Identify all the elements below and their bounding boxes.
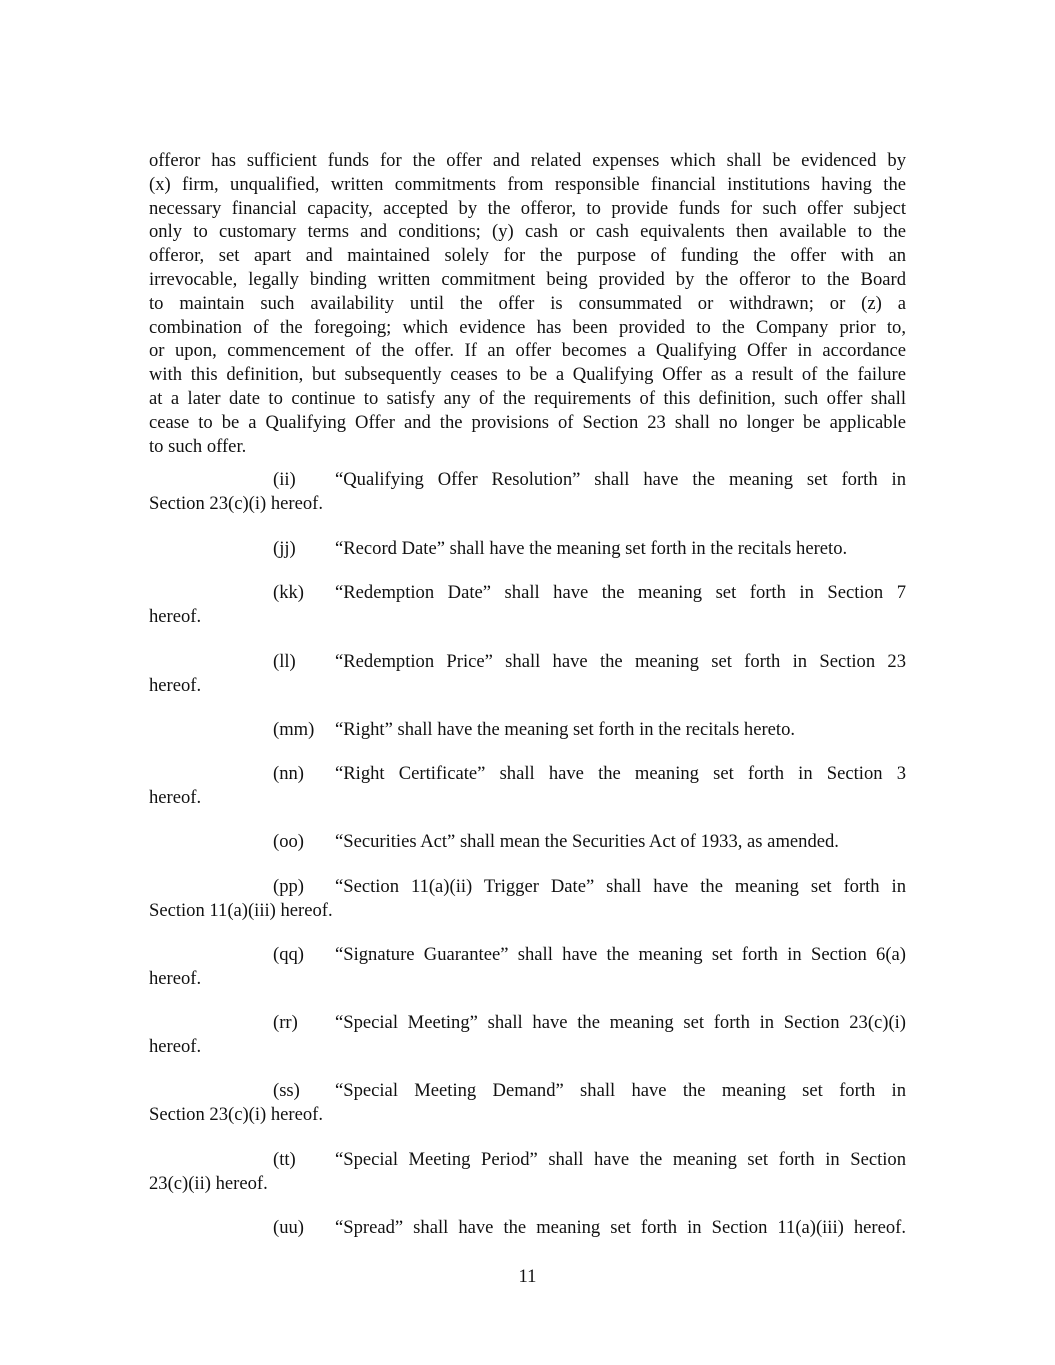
definition-pp bbox=[149, 875, 906, 923]
definition-text: “Redemption Price” shall have the meaning set forth in Section 23 bbox=[335, 651, 906, 672]
definition-continuation: hereof. bbox=[149, 674, 202, 696]
definition-number: (ll) bbox=[273, 651, 296, 672]
definition-number: (jj) bbox=[273, 538, 296, 559]
definition-number: (rr) bbox=[273, 1012, 298, 1033]
definition-number: (pp) bbox=[273, 876, 304, 897]
definition-text: “Signature Guarantee” shall have the meaning set forth in Section 6(a) bbox=[335, 944, 906, 965]
intro-paragraph bbox=[149, 149, 906, 458]
definition-continuation: 23(c)(ii) hereof. bbox=[149, 1172, 268, 1194]
definition-text: “Qualifying Offer Resolution” shall have the meaning set forth in bbox=[335, 469, 906, 490]
definition-ss bbox=[149, 1079, 906, 1127]
paragraph-line: or upon, commencement of the offer. If an offer becomes a Qualifying Offer in accordance bbox=[149, 340, 906, 362]
paragraph-line: only to customary terms and conditions; (y) cash or cash equivalents then available to the bbox=[149, 221, 906, 243]
paragraph-line: to such offer. bbox=[149, 435, 247, 457]
definition-text: “Right” shall have the meaning set forth in the recitals hereto. bbox=[335, 719, 796, 740]
definition-text: “Redemption Date” shall have the meaning set forth in Section 7 bbox=[335, 582, 906, 603]
paragraph-line: at a later date to continue to satisfy any of the requirements of this definition, such offer shall bbox=[149, 387, 906, 409]
definition-kk bbox=[149, 581, 906, 629]
page-number: 11 bbox=[518, 1266, 537, 1287]
definition-tt bbox=[149, 1148, 906, 1196]
definition-jj bbox=[149, 537, 906, 561]
definition-continuation: hereof. bbox=[149, 605, 202, 627]
definition-number: (oo) bbox=[273, 831, 304, 852]
definition-oo bbox=[149, 830, 906, 854]
definition-ll bbox=[149, 650, 906, 698]
definition-continuation: Section 23(c)(i) hereof. bbox=[149, 1103, 323, 1125]
definition-number: (qq) bbox=[273, 944, 304, 965]
definition-mm bbox=[149, 718, 906, 742]
definition-qq bbox=[149, 943, 906, 991]
definition-continuation: hereof. bbox=[149, 786, 202, 808]
definition-number: (ii) bbox=[273, 469, 296, 490]
paragraph-line: offeror has sufficient funds for the offer and related expenses which shall be evidenced by bbox=[149, 150, 906, 171]
definition-continuation: hereof. bbox=[149, 1035, 202, 1057]
definition-text: “Special Meeting Demand” shall have the meaning set forth in bbox=[335, 1080, 906, 1101]
definition-continuation: Section 23(c)(i) hereof. bbox=[149, 492, 323, 514]
definition-text: “Section 11(a)(ii) Trigger Date” shall have the meaning set forth in bbox=[335, 876, 906, 897]
paragraph-line: to maintain such availability until the offer is consummated or withdrawn; or (z) a bbox=[149, 292, 906, 314]
definition-continuation: hereof. bbox=[149, 967, 202, 989]
definition-number: (mm) bbox=[273, 719, 315, 740]
definition-nn bbox=[149, 762, 906, 810]
definition-text: “Right Certificate” shall have the meaning set forth in Section 3 bbox=[335, 763, 906, 784]
paragraph-line: with this definition, but subsequently ceases to be a Qualifying Offer as a result of the failure bbox=[149, 364, 906, 386]
paragraph-line: necessary financial capacity, accepted by the offeror, to provide funds for such offer subject bbox=[149, 197, 906, 219]
paragraph-line: offeror, set apart and maintained solely for the purpose of funding the offer with an bbox=[149, 245, 906, 267]
definition-text: “Special Meeting” shall have the meaning set forth in Section 23(c)(i) bbox=[335, 1012, 906, 1033]
paragraph-line: combination of the foregoing; which evidence has been provided to the Company prior to, bbox=[149, 316, 906, 338]
paragraph-line: cease to be a Qualifying Offer and the provisions of Section 23 shall no longer be applicable bbox=[149, 411, 906, 433]
definition-number: (ss) bbox=[273, 1080, 300, 1101]
definition-text: “Spread” shall have the meaning set forth in Section 11(a)(iii) hereof. bbox=[335, 1217, 906, 1238]
definition-number: (nn) bbox=[273, 763, 304, 784]
definition-rr bbox=[149, 1011, 906, 1059]
definition-uu bbox=[149, 1216, 906, 1240]
paragraph-line: irrevocable, legally binding written commitment being provided by the offeror to the Board bbox=[149, 268, 906, 290]
definition-number: (kk) bbox=[273, 582, 304, 603]
definition-continuation: Section 11(a)(iii) hereof. bbox=[149, 899, 333, 921]
definition-text: “Special Meeting Period” shall have the meaning set forth in Section bbox=[335, 1149, 906, 1170]
definition-number: (tt) bbox=[273, 1149, 296, 1170]
definition-text: “Securities Act” shall mean the Securities Act of 1933, as amended. bbox=[335, 831, 839, 852]
paragraph-line: (x) firm, unqualified, written commitments from responsible financial institutions having the bbox=[149, 173, 906, 195]
definition-text: “Record Date” shall have the meaning set forth in the recitals hereto. bbox=[335, 538, 848, 559]
definition-number: (uu) bbox=[273, 1217, 304, 1238]
definition-ii bbox=[149, 468, 906, 516]
